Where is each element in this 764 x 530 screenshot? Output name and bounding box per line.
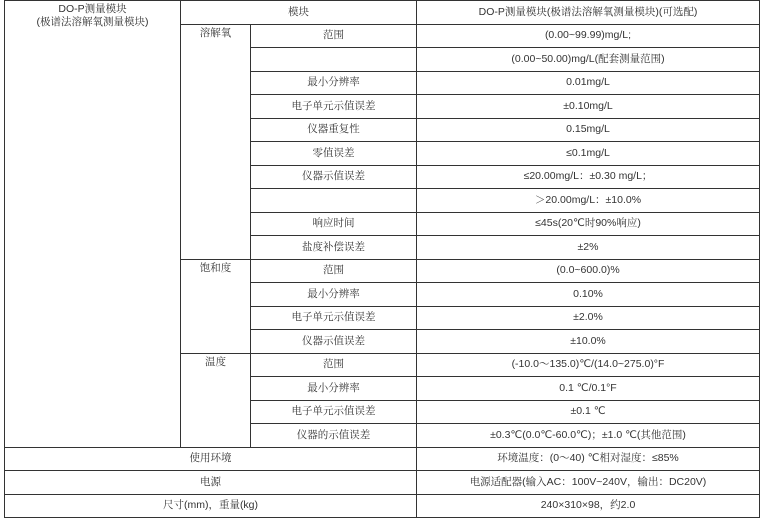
table-row (5, 471, 760, 495)
param-cell: 范围 (251, 259, 417, 283)
general-value-cell: 240×310×98，约2.0 (417, 494, 760, 518)
value-cell: 0.15mg/L (417, 118, 760, 142)
param-cell (251, 48, 417, 72)
param-cell (251, 189, 417, 213)
header-value-cell: DO-P测量模块(极谱法溶解氧测量模块)(可选配) (417, 1, 760, 25)
value-cell: ＞20.00mg/L：±10.0% (417, 189, 760, 213)
value-cell: (0.00~50.00)mg/L(配套测量范围) (417, 48, 760, 72)
param-cell: 最小分辨率 (251, 71, 417, 95)
value-cell: (0.00~99.99)mg/L; (417, 24, 760, 48)
value-cell: 0.10% (417, 283, 760, 307)
value-cell: 0.01mg/L (417, 71, 760, 95)
param-cell: 电子单元示值误差 (251, 306, 417, 330)
param-cell: 仪器示值误差 (251, 330, 417, 354)
spec-table-body (5, 1, 760, 518)
value-cell: ≤20.00mg/L：±0.30 mg/L； (417, 165, 760, 189)
group-cell-temperature: 温度 (181, 353, 251, 447)
value-cell: ±0.1 ℃ (417, 400, 760, 424)
value-cell: 0.1 ℃/0.1°F (417, 377, 760, 401)
general-label-cell: 尺寸(mm)，重量(kg) (5, 494, 417, 518)
table-row (5, 494, 760, 518)
param-cell: 电子单元示值误差 (251, 95, 417, 119)
general-value-cell: 电源适配器(输入AC：100V~240V，输出：DC20V) (417, 471, 760, 495)
header-label-cell: 模块 (181, 1, 417, 25)
group-cell-saturation: 饱和度 (181, 259, 251, 353)
group-cell-dissolved-oxygen: 溶解氧 (181, 24, 251, 259)
value-cell: (-10.0～135.0)℃/(14.0~275.0)°F (417, 353, 760, 377)
param-cell: 仪器的示值误差 (251, 424, 417, 448)
value-cell: ≤0.1mg/L (417, 142, 760, 166)
param-cell: 零值误差 (251, 142, 417, 166)
param-cell: 范围 (251, 24, 417, 48)
param-cell: 响应时间 (251, 212, 417, 236)
value-cell: ≤45s(20℃时90%响应) (417, 212, 760, 236)
table-row (5, 1, 760, 25)
param-cell: 仪器示值误差 (251, 165, 417, 189)
value-cell: (0.0~600.0)% (417, 259, 760, 283)
param-cell: 最小分辨率 (251, 377, 417, 401)
value-cell: ±2.0% (417, 306, 760, 330)
param-cell: 最小分辨率 (251, 283, 417, 307)
value-cell: ±0.10mg/L (417, 95, 760, 119)
param-cell: 范围 (251, 353, 417, 377)
value-cell: ±0.3℃(0.0℃-60.0℃)；±1.0 ℃(其他范围) (417, 424, 760, 448)
param-cell: 电子单元示值误差 (251, 400, 417, 424)
param-cell: 盐度补偿误差 (251, 236, 417, 260)
module-name-cell: DO-P测量模块 (极谱法溶解氧测量模块) (5, 1, 181, 448)
value-cell: ±2% (417, 236, 760, 260)
general-label-cell: 电源 (5, 471, 417, 495)
value-cell: ±10.0% (417, 330, 760, 354)
spec-table (4, 0, 760, 518)
general-value-cell: 环境温度：(0～40) ℃相对湿度：≤85% (417, 447, 760, 471)
table-row (5, 447, 760, 471)
general-label-cell: 使用环境 (5, 447, 417, 471)
param-cell: 仪器重复性 (251, 118, 417, 142)
